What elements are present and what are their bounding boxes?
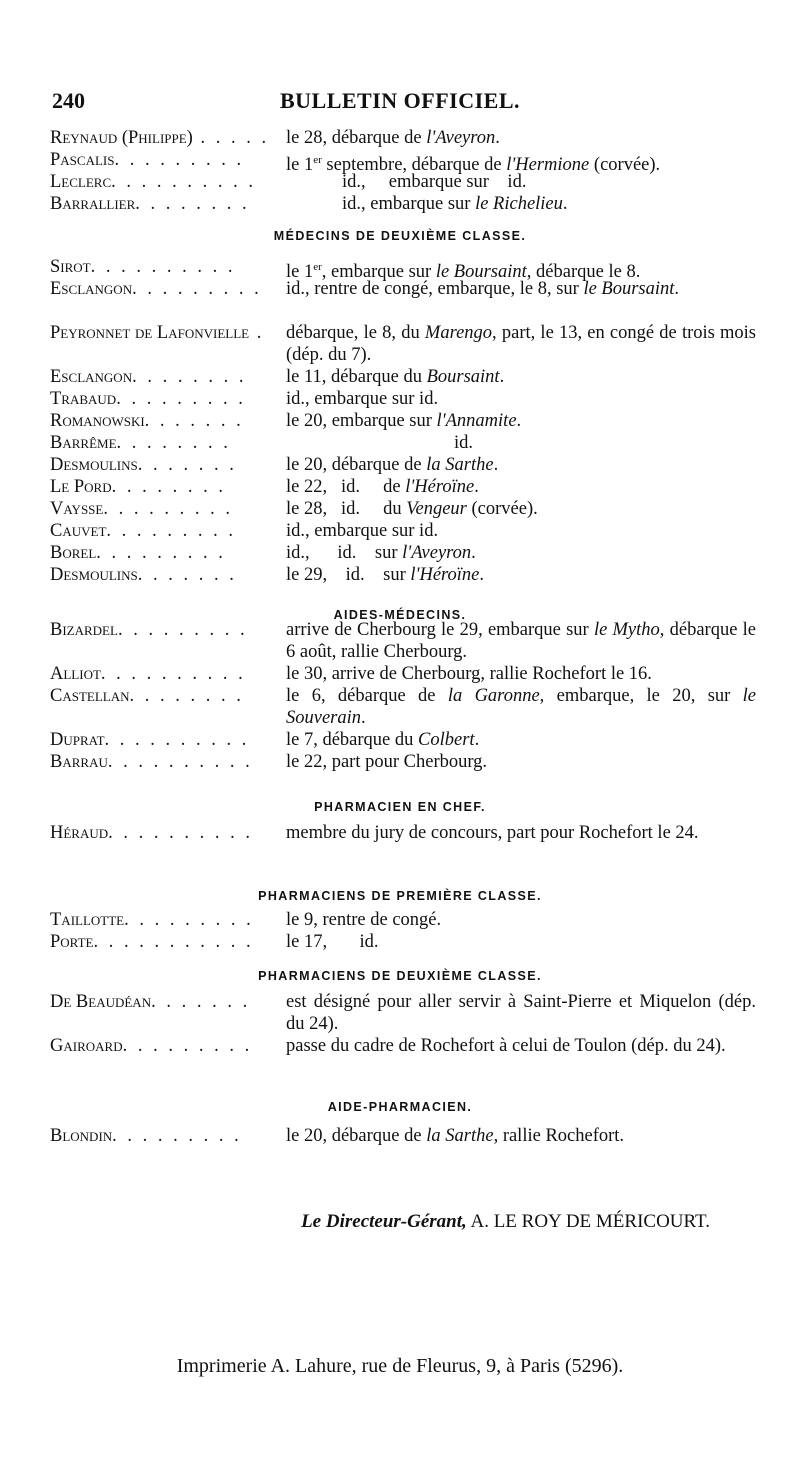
list-item (0, 171, 800, 193)
list-item (0, 542, 800, 564)
list-item (0, 498, 800, 520)
entry-name: Barrallier. . . . . . . . (50, 194, 250, 214)
list-item (0, 564, 800, 586)
entry-name: Sirot. . . . . . . . . . (50, 257, 236, 277)
entry-name: De Beaudéan. . . . . . . (50, 992, 251, 1012)
section-pharmaciens-1re (0, 882, 800, 910)
entry-name: Le Pord. . . . . . . . (50, 477, 226, 497)
list-item (0, 388, 800, 410)
list-item (0, 619, 800, 663)
entry-name: Vaysse. . . . . . . . . (50, 499, 233, 519)
entry-description: arrive de Cherbourg le 29, embarque sur le Mytho, débarque le 6 août, rallie Cherbourg. (286, 620, 756, 662)
section-heading: PHARMACIENS DE PREMIÈRE CLASSE. (258, 889, 542, 903)
entry-description: le 17, id. (286, 932, 379, 952)
section-heading: PHARMACIEN EN CHEF. (314, 800, 486, 814)
entries-pharmaciens-1re (0, 909, 800, 953)
entry-name: Héraud. . . . . . . . . . (50, 823, 254, 843)
entry-name: Esclangon. . . . . . . . (50, 367, 247, 387)
list-item (0, 751, 800, 773)
entries-aide-pharmacien (0, 1125, 800, 1147)
entry-name: Barrême. . . . . . . . (50, 433, 231, 453)
entries-aides-medecins (0, 619, 800, 773)
entry-name: Desmoulins. . . . . . . (50, 455, 237, 475)
imprint: Imprimerie A. Lahure, rue de Fleurus, 9, à Paris (5296). (176, 1355, 624, 1377)
list-item (0, 822, 800, 866)
list-item (0, 476, 800, 498)
entry-description: le 6, débarque de la Garonne, embarque, le 20, sur le Souverain. (286, 686, 756, 728)
list-item (0, 322, 800, 366)
entry-name: Barrau. . . . . . . . . . (50, 752, 253, 772)
running-title: BULLETIN OFFICIEL. (279, 88, 521, 113)
section-pharmaciens-2e (0, 962, 800, 990)
entry-description: id. (454, 433, 474, 453)
entry-name: Cauvet. . . . . . . . . (50, 521, 237, 541)
entries-pharmaciens-2e (0, 991, 800, 1079)
list-item (0, 432, 800, 454)
entry-description: le 30, arrive de Cherbourg, rallie Rochefort le 16. (286, 664, 652, 684)
entry-description: le 1er, embarque sur le Boursaint, débarque le 8. (286, 261, 641, 283)
entry-description: id., embarque sur le Richelieu. (342, 194, 568, 214)
entry-description: est désigné pour aller servir à Saint-Pierre et Miquelon (dép. du 24). (286, 992, 756, 1034)
list-item (0, 931, 800, 953)
entry-name: Leclerc. . . . . . . . . . (50, 172, 257, 192)
entry-name: Peyronnet de Lafonvielle . (50, 323, 265, 343)
entry-name: Porte. . . . . . . . . . . (50, 932, 254, 952)
section-medecins-2e (0, 222, 800, 250)
section-heading: MÉDECINS DE DEUXIÈME CLASSE. (273, 229, 527, 243)
entry-name: Desmoulins. . . . . . . (50, 565, 237, 585)
list-item (0, 729, 800, 751)
entry-name: Reynaud (Philippe) . . . . . (50, 128, 270, 148)
list-item (0, 410, 800, 432)
section-heading: AIDES-MÉDECINS. (333, 608, 467, 622)
list-item (0, 278, 800, 322)
entry-description: débarque, le 8, du Marengo, part, le 13, en congé de trois mois (dép. du 7). (286, 323, 756, 365)
list-item (0, 366, 800, 388)
entry-name: Taillotte. . . . . . . . . (50, 910, 254, 930)
entry-name: Pascalis. . . . . . . . . (50, 150, 245, 170)
entry-description: id., id. sur l'Aveyron. (286, 543, 476, 563)
list-item (0, 909, 800, 931)
entry-description: membre du jury de concours, part pour Rochefort le 24. (286, 823, 699, 843)
list-item (0, 1035, 800, 1079)
entry-name: Bizardel. . . . . . . . . (50, 620, 248, 640)
signature (0, 1211, 710, 1233)
entry-description: passe du cadre de Rochefort à celui de Toulon (dép. du 24). (286, 1036, 726, 1056)
entry-description: le 11, débarque du Boursaint. (286, 367, 505, 387)
entry-name: Gairoard. . . . . . . . . (50, 1036, 253, 1056)
entry-description: le 9, rentre de congé. (286, 910, 442, 930)
entry-name: Romanowski. . . . . . . (50, 411, 244, 431)
entry-description: le 28, débarque de l'Aveyron. (286, 128, 500, 148)
entry-description: le 1er septembre, débarque de l'Hermione (corvée). (286, 154, 661, 176)
entry-name: Esclangon. . . . . . . . . (50, 279, 262, 299)
entry-description: id., embarque sur id. (286, 389, 439, 409)
list-item (0, 149, 800, 176)
entries-continuation (0, 127, 800, 215)
entry-description: le 20, débarque de la Sarthe. (286, 455, 499, 475)
list-item (0, 193, 800, 215)
list-item (0, 663, 800, 685)
entry-description: le 22, part pour Cherbourg. (286, 752, 488, 772)
entry-description: le 28, id. du Vengeur (corvée). (286, 499, 538, 519)
list-item (0, 685, 800, 729)
entry-description: le 20, débarque de la Sarthe, rallie Rochefort. (286, 1126, 625, 1146)
entry-name: Blondin. . . . . . . . . (50, 1126, 242, 1146)
list-item (0, 454, 800, 476)
list-item (0, 520, 800, 542)
entry-description: le 20, embarque sur l'Annamite. (286, 411, 522, 431)
signature-role: Le Directeur-Gérant, (301, 1211, 467, 1232)
entry-description: le 22, id. de l'Héroïne. (286, 477, 479, 497)
list-item (0, 127, 800, 149)
section-heading: PHARMACIENS DE DEUXIÈME CLASSE. (258, 969, 542, 983)
entry-name: Borel. . . . . . . . . (50, 543, 226, 563)
entry-name: Duprat. . . . . . . . . . (50, 730, 250, 750)
entry-description: id., embarque sur id. (286, 521, 439, 541)
signature-name: A. LE ROY DE MÉRICOURT. (470, 1211, 710, 1232)
entries-medecins-2e (0, 256, 800, 586)
section-pharmacien-chef (0, 793, 800, 821)
entry-description: id., embarque sur id. (342, 172, 527, 192)
entries-pharmacien-chef (0, 822, 800, 866)
page-number: 240 (52, 88, 85, 113)
entry-name: Castellan. . . . . . . . (50, 686, 244, 706)
list-item (0, 1125, 800, 1147)
entry-name: Alliot. . . . . . . . . . (50, 664, 246, 684)
list-item (0, 256, 800, 283)
entry-name: Trabaud. . . . . . . . . (50, 389, 246, 409)
entry-description: le 7, débarque du Colbert. (286, 730, 480, 750)
list-item (0, 991, 800, 1035)
entry-description: le 29, id. sur l'Héroïne. (286, 565, 485, 585)
section-aide-pharmacien (0, 1093, 800, 1121)
section-heading: AIDE-PHARMACIEN. (327, 1100, 473, 1114)
entry-description: id., rentre de congé, embarque, le 8, sur le Boursaint. (286, 279, 680, 299)
